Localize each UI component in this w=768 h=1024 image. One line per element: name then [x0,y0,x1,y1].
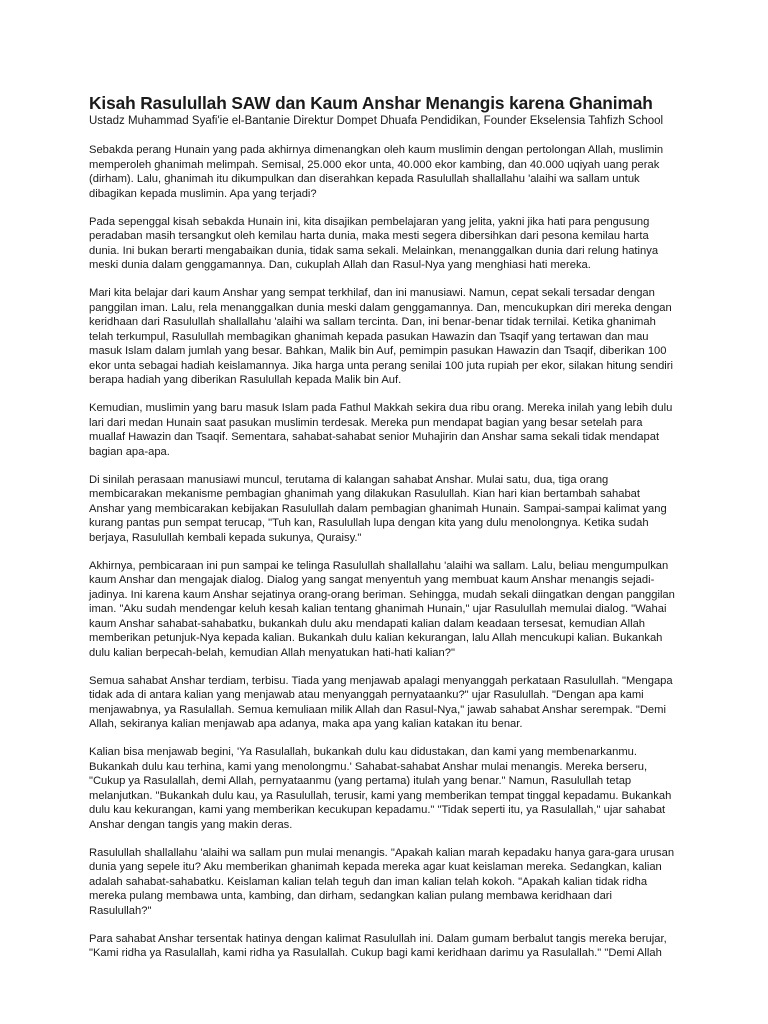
paragraph-3: Mari kita belajar dari kaum Anshar yang sempat terkhilaf, dan ini manusiawi. Namun, cepat sekali tersadar dengan panggilan iman. Lalu, rela menanggalkan dunia meski dalam genggamannya. Dan, mencukupkan diri mereka dengan keridhaan dari Rasulullah shallallahu 'alaihi wa sallam tercinta. Dan, ini benar-benar tidak ternilai. Ketika ghanimah telah terkumpul, Rasulullah membagikan ghanimah kepada pasukan Hawazin dan Tsaqif yang tertawan dan mau masuk Islam dalam jumlah yang besar. Bahkan, Malik bin Auf, pemimpin pasukan Hawazin dan Tsaqif, diberikan 100 ekor unta sebagai hadiah keislamannya. Jika harga unta perang senilai 100 juta rupiah per ekor, silakan hitung sendiri berapa hadiah yang diberikan Rasulullah kepada Malik bin Auf. [89,287,673,386]
paragraph-10: Para sahabat Anshar tersentak hatinya dengan kalimat Rasulullah ini. Dalam gumam berbalut tangis mereka berujar, "Kami ridha ya Rasulallah, kami ridha ya Rasulallah. Cukup bagi kami keridhaan darimu ya Rasulallah." "Demi Allah [89,932,667,959]
paragraph-6: Akhirnya, pembicaraan ini pun sampai ke telinga Rasulullah shallallahu 'alaihi wa sallam. Lalu, beliau mengumpulkan kaum Anshar dan mengajak dialog. Dialog yang sangat menyentuh yang membuat kaum Anshar menangis sejadi-jadinya. Ini karena kaum Anshar sejatinya orang-orang beriman. Sehingga, mudah sekali diingatkan dengan panggilan iman. "Aku sudah mendengar keluh kesah kalian tentang ghanimah Hunain," ujar Rasulullah memulai dialog. "Wahai kaum Anshar sahabat-sahabatku, bukankah dulu aku mendapati kalian dalam keadaan tersesat, kemudian Allah memberikan petunjuk-Nya kepada kalian. Bukankah dulu kalian kekurangan, lalu Allah mencukupi kalian. Bukankah dulu kalian berpecah-belah, kemudian Allah menyatukan hati-hati kalian?" [89,559,675,659]
paragraph-4: Kemudian, muslimin yang baru masuk Islam pada Fathul Makkah sekira dua ribu orang. Mereka inilah yang lebih dulu lari dari medan Hunain saat pasukan muslimin terdesak. Mereka pun mendapat bagian yang besar setelah para muallaf Hawazin dan Tsaqif. Sementara, sahabat-sahabat senior Muhajirin dan Anshar sama sekali tidak mendapat bagian apa-apa. [89,402,673,458]
paragraph-2: Pada sepenggal kisah sebakda Hunain ini, kita disajikan pembelajaran yang jelita, yakni jika hati para pengusung peradaban masih tersangkut oleh kemilau harta dunia, maka mesti segera dibersihkan dari pesona kemilau harta dunia. Ini bukan berarti mengabaikan dunia, tidak sama sekali. Melainkan, menanggalkan dunia dari relung hatinya meski dunia dalam genggamannya. Dan, cukuplah Allah dan Rasul-Nya yang menghiasi hati mereka. [89,215,659,271]
paragraph-8: Kalian bisa menjawab begini, 'Ya Rasulallah, bukankah dulu kau didustakan, dan kami yang membenarkanmu. Bukankah dulu kau terhina, kami yang menolongmu.' Sahabat-sahabat Anshar mulai menangis. Mereka berseru, "Cukup ya Rasulallah, demi Allah, pernyataanmu (yang pertama) itulah yang benar." Namun, Rasulullah tetap melanjutkan. "Bukankah dulu kau, ya Rasulullah, terusir, kami yang memberikan tempat tinggal kepadamu. Bukankah dulu kau kekurangan, kami yang memberikan kecukupan kepadamu." "Tidak seperti itu, ya Rasulallah," ujar sahabat Anshar dengan tangis yang makin deras. [89,746,672,831]
article-title: Kisah Rasulullah SAW dan Kaum Anshar Menangis karena Ghanimah [89,93,653,113]
article-byline: Ustadz Muhammad Syafi'ie el-Bantanie Direktur Dompet Dhuafa Pendidikan, Founder Ekselensia Tahfizh School [89,115,664,127]
article [89,92,675,974]
paragraph-7: Semua sahabat Anshar terdiam, terbisu. Tiada yang menjawab apalagi menyanggah perkataan Rasulullah. "Mengapa tidak ada di antara kalian yang menjawab atau menyanggah pernyataanku?" ujar Rasulullah. "Dengan apa kami menjawabnya, ya Rasulallah. Semua kemuliaan milik Allah dan Rasul-Nya," jawab sahabat Anshar serempak. "Demi Allah, sekiranya kalian menjawab apa adanya, maka apa yang kalian katakan itu benar. [89,674,673,730]
paragraph-1: Sebakda perang Hunain yang pada akhirnya dimenangkan oleh kaum muslimin dengan pertolongan Allah, muslimin memperoleh ghanimah melimpah. Semisal, 25.000 ekor unta, 40.000 ekor kambing, dan 40.000 uqiyah uang perak (dirham). Lalu, ghanimah itu dikumpulkan dan diserahkan kepada Rasulullah shallallahu 'alaihi wa sallam untuk dibagikan kepada muslimin. Apa yang terjadi? [89,144,664,200]
paragraph-5: Di sinilah perasaan manusiawi muncul, terutama di kalangan sahabat Anshar. Mulai satu, dua, tiga orang membicarakan mekanisme pembagian ghanimah yang dilakukan Rasulullah. Kian hari kian bertambah sahabat Anshar yang membicarakan kebijakan Rasulullah dalam pembagian ghanimah Hunain. Sampai-sampai kalimat yang kurang pantas pun sempat terucap, "Tuh kan, Rasulullah lupa dengan kita yang dulu menolongnya. Ketika sudah berjaya, Rasulullah kembali kepada sukunya, Quraisy." [89,473,667,544]
paragraph-9: Rasulullah shallallahu 'alaihi wa sallam pun mulai menangis. "Apakah kalian marah kepadaku hanya gara-gara urusan dunia yang sepele itu? Aku memberikan ghanimah kepada mereka agar kuat keislaman mereka. Sedangkan, kalian adalah sahabat-sahabatku. Keislaman kalian telah teguh dan iman kalian telah kokoh. "Apakah kalian tidak ridha mereka pulang membawa unta, kambing, dan dirham, sedangkan kalian pulang membawa keridhaan dari Rasulullah?" [89,846,675,917]
